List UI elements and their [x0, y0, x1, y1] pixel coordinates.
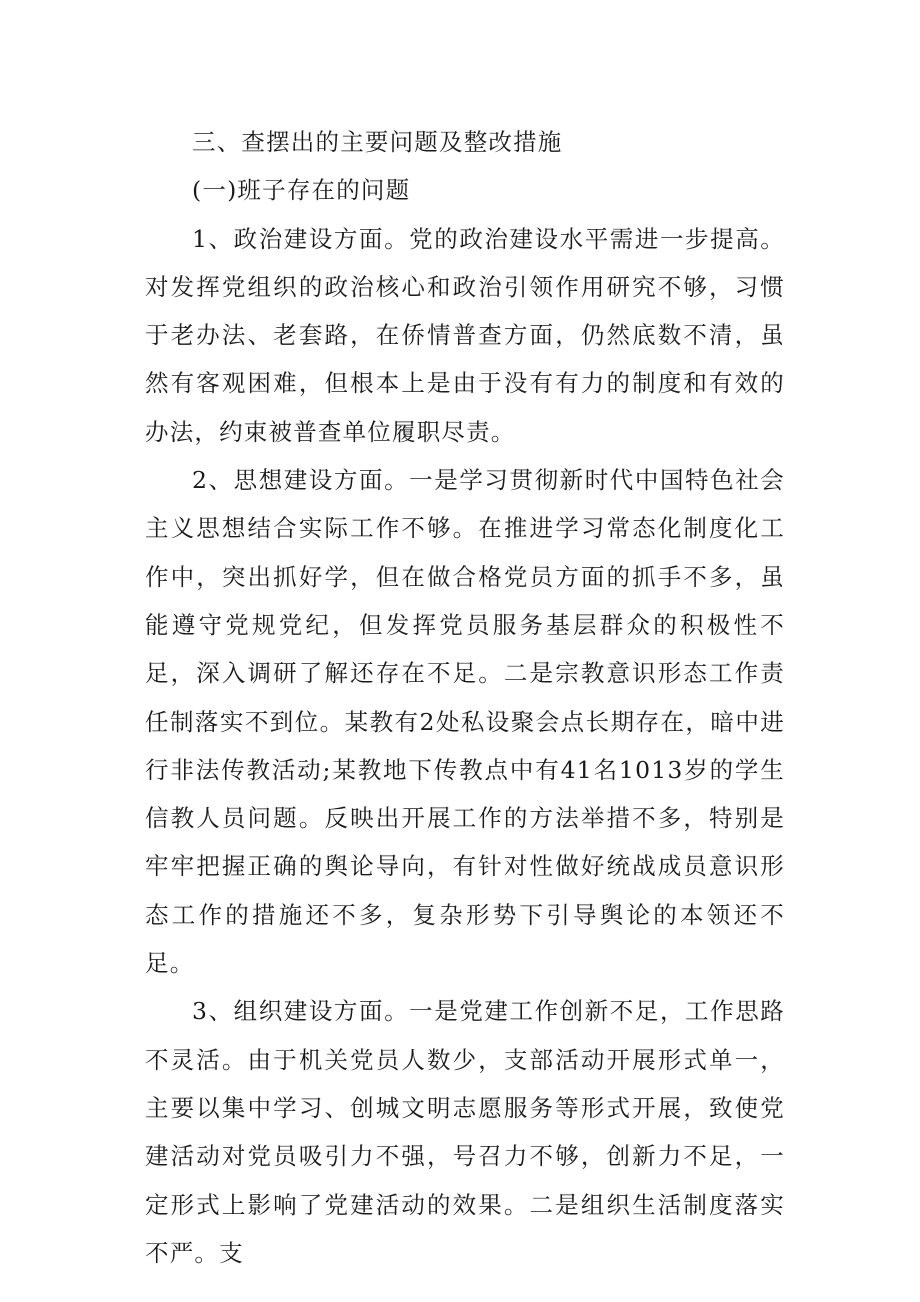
- paragraph-ideological-construction: 2、思想建设方面。一是学习贯彻新时代中国特色社会主义思想结合实际工作不够。在推进学习常态化制度化工作中，突出抓好学，但在做合格党员方面的抓手不多，虽能遵守党规党纪，但发挥党员服务基层群众的积极性不足，深入调研了解还存在不足。二是宗教意识形态工作责任制落实不到位。某教有2处私设聚会点长期存在，暗中进行非法传教活动;某教地下传教点中有41名1013岁的学生信教人员问题。反映出开展工作的方法举措不多，特别是牢牢把握正确的舆论导向，有针对性做好统战成员意识形态工作的措施还不多，复杂形势下引导舆论的本领还不足。: [145, 466, 785, 978]
- paragraph-organizational-construction: 3、组织建设方面。一是党建工作创新不足，工作思路不灵活。由于机关党员人数少，支部活动开展形式单一，主要以集中学习、创城文明志愿服务等形式开展，致使党建活动对党员吸引力不强，号召力不够，创新力不足，一定形式上影响了党建活动的效果。二是组织生活制度落实不严。支: [145, 997, 785, 1267]
- subsection-heading: (一)班子存在的问题: [192, 176, 411, 205]
- document-body: [145, 118, 785, 1277]
- paragraph-political-construction: 1、政治建设方面。党的政治建设水平需进一步提高。对发挥党组织的政治核心和政治引领作用研究不够，习惯于老办法、老套路，在侨情普查方面，仍然底数不清，虽然有客观困难，但根本上是由于没有有力的制度和有效的办法，约束被普查单位履职尽责。: [145, 224, 785, 446]
- section-heading: 三、查摆出的主要问题及整改措施: [192, 128, 563, 156]
